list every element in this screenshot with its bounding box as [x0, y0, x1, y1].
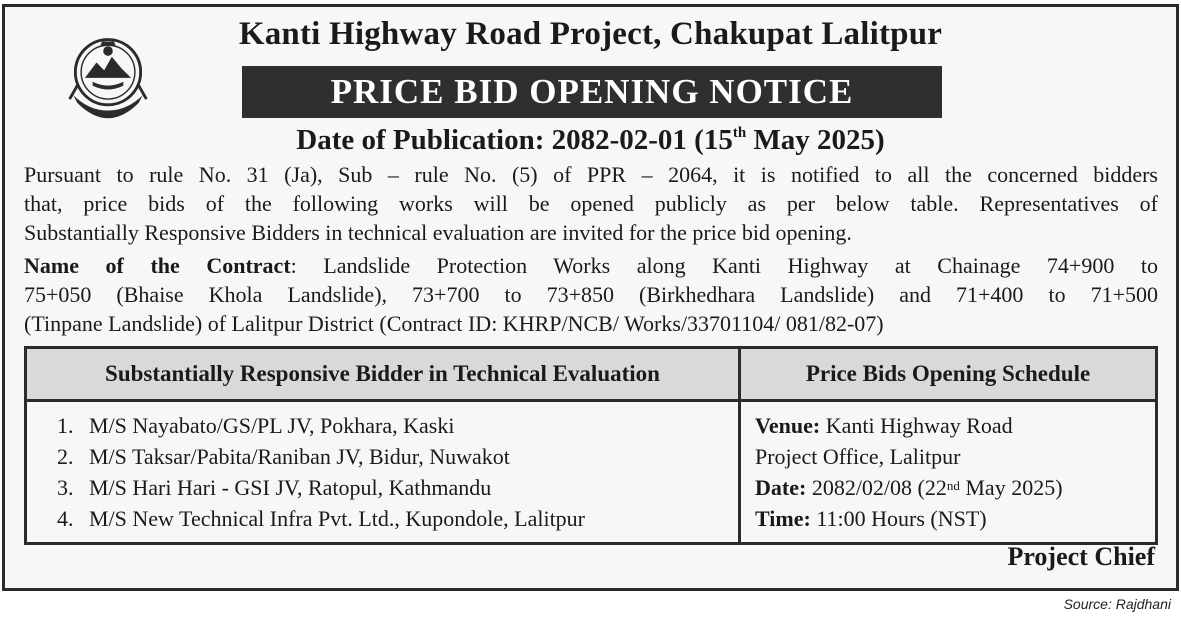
- bidders-column-header: Substantially Responsive Bidder in Technical Evaluation: [26, 348, 740, 401]
- table-row: [26, 401, 1157, 544]
- time-value: 11:00 Hours (NST): [810, 506, 987, 531]
- publication-date-tail: May 2025): [746, 124, 885, 156]
- contract-paragraph: [24, 251, 1158, 338]
- signature: Project Chief: [1007, 542, 1155, 571]
- bid-schedule-table: [24, 346, 1158, 545]
- publication-date-ordinal: th: [732, 125, 747, 141]
- venue-line: [755, 410, 1141, 441]
- venue-label: Venue:: [755, 413, 821, 438]
- date-value: 2082/02/08 (22: [806, 475, 947, 500]
- date-tail: May 2025): [959, 475, 1063, 500]
- notice-title-banner: PRICE BID OPENING NOTICE: [242, 66, 942, 118]
- contract-line: [24, 251, 1158, 280]
- list-item: 1. M/S Nayabato/GS/PL JV, Pokhara, Kaski: [79, 410, 724, 441]
- date-label: Date:: [755, 475, 807, 500]
- date-ordinal: nd: [946, 478, 960, 493]
- time-line: [755, 503, 1141, 534]
- intro-paragraph: [24, 160, 1158, 247]
- contract-line-text: : Landslide Protection Works along Kanti Highway at Chainage 74+900 to: [290, 253, 1159, 278]
- schedule-column-header: Price Bids Opening Schedule: [740, 348, 1157, 401]
- bidders-cell: [26, 401, 740, 544]
- schedule-cell: [740, 401, 1157, 544]
- venue-line-2: Project Office, Lalitpur: [755, 444, 961, 469]
- intro-line: Substantially Responsive Bidders in technical evaluation are invited for the price bid opening.: [24, 220, 852, 245]
- contract-line: 75+050 (Bhaise Khola Landslide), 73+700 to 73+850 (Birkhedhara Landslide) and 71+400 to 71+500: [24, 282, 1158, 307]
- time-label: Time:: [755, 506, 811, 531]
- table-header-row: [26, 348, 1157, 401]
- list-item: 2. M/S Taksar/Pabita/Raniban JV, Bidur, Nuwakot: [79, 441, 724, 472]
- contract-line: (Tinpane Landslide) of Lalitpur District (Contract ID: KHRP/NCB/ Works/33701104/ 081/82-07): [24, 311, 884, 336]
- list-item: 4. M/S New Technical Infra Pvt. Ltd., Kupondole, Lalitpur: [79, 503, 724, 534]
- publication-date: [0, 124, 1181, 157]
- list-item: 3. M/S Hari Hari - GSI JV, Ratopul, Kathmandu: [79, 472, 724, 503]
- contract-label: Name of the Contract: [24, 253, 291, 278]
- intro-line: that, price bids of the following works will be opened publicly as per below table. Representatives of: [24, 191, 1158, 216]
- organization-title: Kanti Highway Road Project, Chakupat Lalitpur: [238, 16, 943, 52]
- source-caption: Source: Rajdhani: [1063, 596, 1171, 612]
- intro-line: Pursuant to rule No. 31 (Ja), Sub – rule No. (5) of PPR – 2064, it is notified to all the concerned bidders: [24, 162, 1158, 187]
- bidders-list: [41, 410, 724, 534]
- publication-date-label: Date of Publication: 2082-02-01 (15: [296, 124, 733, 156]
- venue-value: Kanti Highway Road: [820, 413, 1013, 438]
- date-line: [755, 472, 1141, 503]
